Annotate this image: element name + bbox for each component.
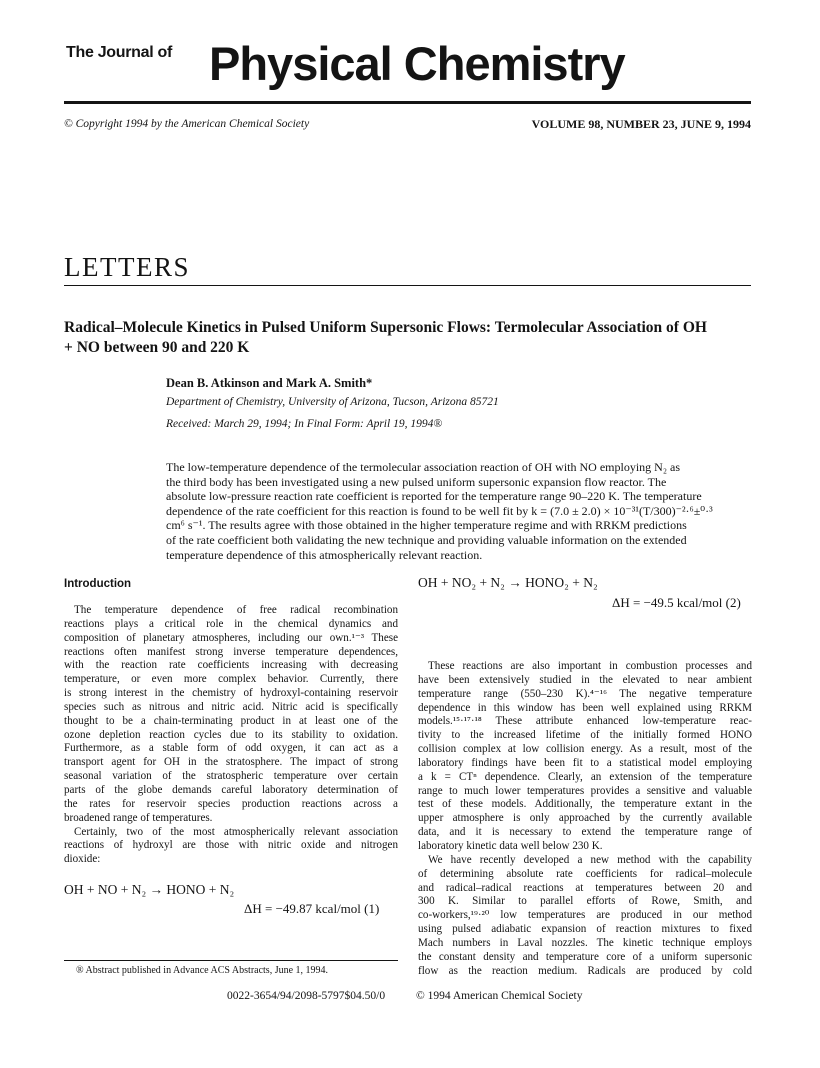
author-affiliation: Department of Chemistry, University of Arizona, Tucson, Arizona 85721 [166,396,499,408]
abstract-line: dependence of the rate coefficient for this reaction is found to be well fit by k = (7.0 ± 2.0) × 10⁻³¹(T/300)⁻²·⁶±⁰·³ [166,503,713,518]
section-rule [64,285,751,286]
text-line: co-workers,¹⁹·²⁰ low temperatures are produced in our method [418,909,752,922]
text-line: have been extensively studied in the elevated to near ambient [418,673,752,686]
text-line: the rates for reservoir species production reactions across a [64,797,398,810]
text-line: Mach numbers in Laval nozzles. The kinetic technique employs [418,936,752,949]
text-line: laboratory kinetic data well below 230 K. [418,839,603,852]
text-line: broadened range of temperatures. [64,811,213,824]
abstract-line: absolute low-pressure reaction rate coefficient is reported for the temperature range 90–220 K. The temperature [166,489,702,504]
text-line: seasonal variation of the stratospheric temperature over certain [64,770,398,783]
masthead-rule [64,101,751,104]
footer-article-code: 0022-3654/94/2098-5797$04.50/0 [227,990,386,1002]
equation-2-enthalpy: ΔH = −49.5 kcal/mol (2) [612,595,741,610]
abstract-line: temperature dependence of this atmospherically relevant reaction. [166,547,483,562]
journal-name-title: Physical Chemistry [209,37,625,90]
article-title [64,318,754,358]
text-line: with the reaction rate coefficients increasing with decreasing [64,659,398,672]
text-line: We have recently developed a new method with the capability [428,853,752,866]
text-line: reactions of hydroxyl are those with nitric oxide and nitrogen [64,839,398,852]
text-line: Certainly, two of the most atmospherically relevant association [74,825,398,838]
text-line: Furthermore, as a stable form of odd oxygen, it can act as a [64,742,398,755]
footnote: ® Abstract published in Advance ACS Abstracts, June 1, 1994. [76,965,329,976]
text-line: laboratory findings have been fit to a statistical model employing [418,756,752,769]
text-line: range to much lower temperatures provides a sensitive and valuable [418,784,752,797]
text-line: the constant density and temperature core of a uniform supersonic [418,950,752,963]
text-line: reactions often manifest strong inverse temperature dependences, [64,645,398,658]
text-line: of determining absolute rate coefficients for radical–molecule [418,867,752,880]
text-line: models.¹⁵·¹⁷·¹⁸ These attribute enhanced low-temperature reac- [418,715,752,728]
text-line: parts of the globe demands careful laboratory determination of [64,783,398,796]
text-line: tivity to the increased lifetime of the initially formed HONO [418,729,752,742]
text-line: flow as the reaction medium. Radicals are produced by cold [418,964,752,977]
footnote-rule [64,960,398,961]
text-line: The temperature dependence of free radical recombination [74,604,398,616]
abstract [166,460,752,562]
equation-1-enthalpy: ΔH = −49.87 kcal/mol (1) [244,901,380,916]
text-line: dependence in this window has been well explained using RRKM [418,701,752,714]
text-line: species such as nitrous and nitric acid. Nitric acid is specifically [64,700,398,713]
article-authors: Dean B. Atkinson and Mark A. Smith* [166,376,373,390]
volume-info: VOLUME 98, NUMBER 23, JUNE 9, 1994 [531,117,751,131]
text-line: temperature, or even more complex behavior. Currently, there [64,673,398,686]
section-heading: LETTERS [64,252,190,282]
text-line: test of these models. Additionally, the temperature extant in the [418,798,752,811]
article-title-line: + NO between 90 and 220 K [64,339,250,356]
equation-2: OH + NO₂ + N₂ → HONO₂ + N₂ [418,575,598,590]
abstract-line: The low-temperature dependence of the termolecular association reaction of OH with NO employing N₂ as [166,460,681,474]
text-line: data, and it is necessary to extend the temperature range of [418,826,752,839]
text-line: temperature range (550–230 K).⁴⁻¹⁶ The negative temperature [418,687,752,700]
equation-1: OH + NO + N₂ → HONO + N₂ [64,882,235,897]
text-line: 300 K. Similar to parallel efforts of Rowe, Smith, and [418,895,752,908]
text-line: These reactions are also important in combustion processes and [428,660,752,672]
text-line: and radical–radical reactions at temperatures between 20 and [418,881,752,894]
received-dates: Received: March 29, 1994; In Final Form: April 19, 1994® [166,418,443,430]
abstract-line: of the rate coefficient both validating the new technique and providing valuable information on the extended [166,532,687,547]
copyright-notice: © Copyright 1994 by the American Chemical Society [64,118,310,130]
text-line: using pulsed adiabatic expansion of reaction mixtures to fixed [418,923,752,936]
journal-name-prefix: The Journal of [66,44,173,61]
left-column-text [64,604,398,867]
text-line: collision complex at low collision energy. As a result, most of the [418,743,752,756]
footer-copyright: © 1994 American Chemical Society [416,990,583,1002]
text-line: ozone depletion reaction cycles due to its stability to oxidation. [64,728,398,741]
text-line: a k = CTⁿ dependence. Clearly, an extension of the temperature [418,770,752,783]
text-line: composition of planetary atmospheres, including our own.¹⁻³ These [64,631,398,644]
right-column-text [418,660,752,978]
abstract-line: cm⁶ s⁻¹. The results agree with those obtained in the higher temperature regime and with RRKM predictions [166,518,687,533]
text-line: is strong interest in the chemistry of hydroxyl-containing reservoir [64,687,398,700]
text-line: thought to be a chain-terminating product in at least one of the [64,714,398,727]
introduction-heading: Introduction [64,578,132,590]
text-line: reactions plays a critical role in the chemical dynamics and [64,617,398,630]
text-line: upper atmosphere is only approached by the currently available [418,812,752,825]
text-line: transport agent for OH in the stratosphere. The impact of strong [64,756,398,769]
article-title-line: Radical–Molecule Kinetics in Pulsed Uniform Supersonic Flows: Termolecular Association of OH [64,319,707,336]
text-line: dioxide: [64,853,101,866]
abstract-line: the third body has been investigated using a new pulsed uniform supersonic expansion flow reactor. The [166,474,667,489]
